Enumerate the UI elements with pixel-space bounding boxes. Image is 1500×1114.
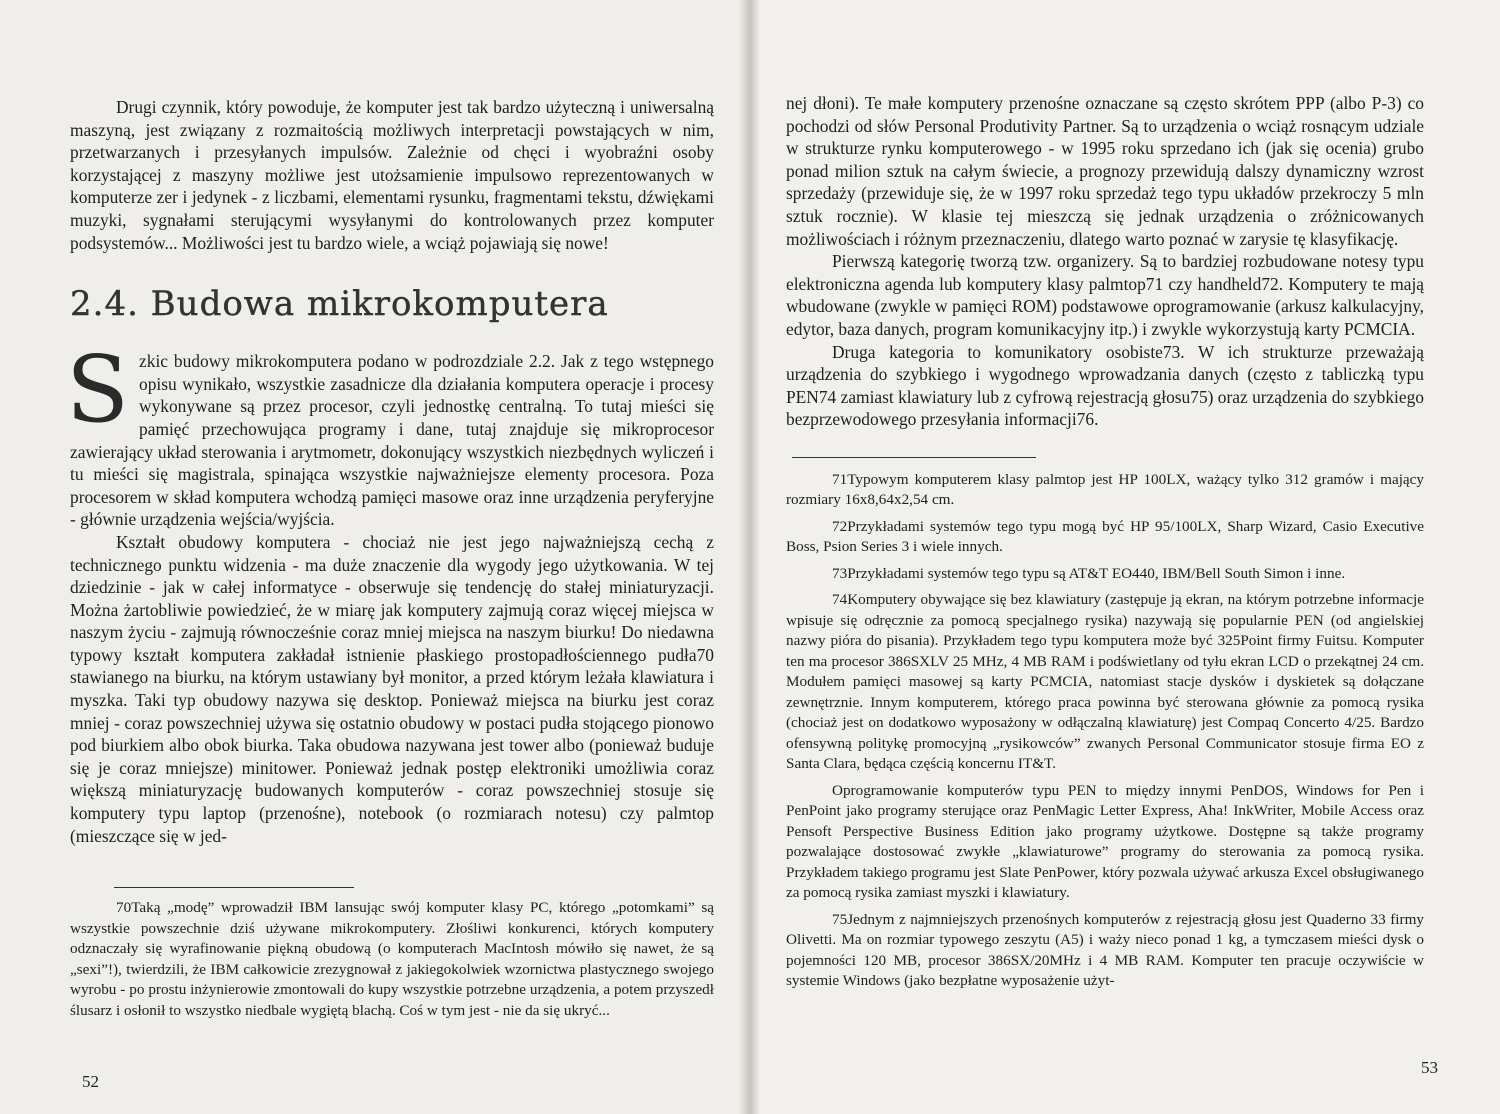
- page-left: [0, 0, 748, 1114]
- footnote-divider: [792, 457, 1036, 458]
- left-paragraph-2: [66, 336, 714, 531]
- drop-cap: S: [66, 336, 130, 444]
- footnote-72: 72Przykładami systemów tego typu mogą być HP 95/100LX, Sharp Wizard, Casio Executive Boss, Psion Series 3 i wiele innych.: [786, 517, 1424, 556]
- page-number-left: 52: [82, 1072, 99, 1091]
- footnote-73: 73Przykładami systemów tego typu są AT&T EO440, IBM/Bell South Simon i inne.: [832, 564, 1346, 582]
- right-paragraph-1: nej dłoni). Te małe komputery przenośne oznaczane są często skrótem PPP (albo P-3) co pochodzi od słów Personal Produtivity Partner. Są to urządzenia o wciąż rosnącym udziale w strukturze rynku komputerowego - w 1995 roku sprzedano ich (jak się ocenia) grubo ponad milion sztuk na całym świecie, a prognozy przewidują dalszy dynamiczny wzrost sprzedaży (przewiduje się, że w 1997 roku sprzedaż tego typu układów przekroczy 5 mln sztuk rocznie). W klasie tej mieszczą się jednak urządzenia o zróżnicowanych możliwościach i różnym przeznaczeniu, dlatego warto poznać w zarysie tę klasyfikację.: [786, 93, 1424, 249]
- footnote-70: 70Taką „modę” wprowadził IBM lansując swój komputer klasy PC, którego „potomkami” są wszystkie powszechnie dziś używane mikrokomputery. Złośliwi konkurenci, których komputery odznaczały się wyrafinowanie piękną obudową (o komputerach MacIntosh mówiło się nawet, że są „sexi”!), twierdzili, że IBM całkowicie zrezygnował z jakiegokolwiek wzornictwa plastycznego swojego wyrobu - po prostu inżynierowie zmontowali do kupy wszystkie potrzebne urządzenia, a potem przyszedł ślusarz i osłonił to wszystko niedbale wygiętą blachą. Coś w tym jest - nie da się ukryć...: [70, 899, 714, 1019]
- left-paragraph-1: Drugi czynnik, który powoduje, że komputer jest tak bardzo użyteczną i uniwersalną maszyną, jest związany z rozmaitością możliwych interpretacji powstających w nim, przetwarzanych i przesyłanych impulsów. Zależnie od chęci i wyobraźni osoby korzystającej z maszyny możliwe jest utożsamienie impulsowo reprezentowanych w komputerze zer i jedynek - z liczbami, elementami rysunku, fragmentami tekstu, dźwiękami muzyki, sygnałami sterującymi wysyłanymi do kontrolowanych przez komputer podsystemów... Możliwości jest tu bardzo wiele, a wciąż pojawiają się nowe!: [70, 97, 714, 253]
- section-heading: 2.4. Budowa mikrokomputera: [70, 284, 609, 325]
- left-paragraph-2-text: zkic budowy mikrokomputera podano w podrozdziale 2.2. Jak z tego wstępnego opisu wynikało, wszystkie zasadnicze dla działania komputera operacje i procesy wykonywane są przez procesor, czyli jednostkę centralną. To tutaj mieści się pamięć przechowująca programy i dane, tutaj znajduje się mikroprocesor zawierający układ sterowania i arytmometr, dokonujący wszystkich niezbędnych wyliczeń i tu mieści się magistrala, spinająca wszystkie najważniejsze elementy procesora. Poza procesorem w skład komputera wchodzą pamięci masowe oraz inne urządzenia peryferyjne - głównie urządzenia wejścia/wyjścia.: [70, 351, 714, 530]
- book-gutter: [738, 0, 760, 1114]
- footnote-74: 74Komputery obywające się bez klawiatury (zastępuje ją ekran, na którym potrzebne informacje wpisuje się odręcznie za pomocą specjalnego rysika) nazywają się popularnie PEN (od angielskiej nazwy pióra do pisania). Przykładem tego typu komputera może być 325Point firmy Fuitsu. Komputer ten ma procesor 386SXLV 25 MHz, 4 MB RAM i podświetlany od tyłu ekran LCD o przekątnej 24 cm. Modułem pamięci masowej są karty PCMCIA, natomiast stacje dysków i dyskietek są dołączane zewnętrznie. Innym komputerem, którego praca powinna być sterowana głównie za pomocą rysika (chociaż jest on dodatkowo wyposażony w odłączalną klawiaturę) jest Compaq Concerto 4/25. Bardzo ofensywną politykę promocyjną „rysikowców” zwanych Personal Communicator stosuje firma EO z Santa Clara, będąca częścią koncernu IT&T.: [786, 591, 1424, 773]
- footnote-divider: [114, 887, 354, 888]
- right-paragraph-3: Druga kategoria to komunikatory osobiste73. W ich strukturze przeważają urządzenia do szybkiego i wygodnego wprowadzania danych (często z tabliczką typu PEN74 zamiast klawiatury lub z cyfrową rejestracją głosu75) oraz urządzenia do szybkiego bezprzewodowego przesyłania informacji76.: [786, 341, 1424, 430]
- footnote-75: 75Jednym z najmniejszych przenośnych komputerów z rejestracją głosu jest Quaderno 33 firmy Olivetti. Ma on rozmiar typowego zeszytu (A5) i waży nieco ponad 1 kg, a tymczasem mieści dysk o pojemności 120 MB, procesor 386SX/20MHz i 4 MB RAM. Komputer ten pracuje oczywiście w systemie Windows (jako bezpłatne wyposażenie użyt-: [786, 910, 1424, 990]
- left-paragraph-3: Kształt obudowy komputera - chociaż nie jest jego najważniejszą cechą z technicznego punktu widzenia - ma duże znaczenie dla wygody jego użytkowania. W tej dziedzinie - jak w całej informatyce - obserwuje się tendencję do stałej miniaturyzacji. Można żartobliwie powiedzieć, że w miarę jak komputery zajmują coraz więcej miejsca w naszym życiu - zajmują równocześnie coraz mniej miejsca na naszym biurku! Do niedawna typowy kształt komputera zakładał istnienie płaskiego prostopadłościennego pudła70 stawianego na biurku, na którym ustawiany był monitor, a przed którym leżała klawiatura i myszka. Taki typ obudowy nazywa się desktop. Ponieważ miejsca na biurku jest coraz mniej - coraz powszechniej używa się ostatnio obudowy w postaci pudła stojącego pionowo pod biurkiem albo obok biurka. Taka obudowa nazywana jest tower albo (ponieważ buduje się je coraz mniejsze) minitower. Ponieważ jednak postęp elektroniki umożliwia coraz większą miniaturyzację budowanych komputerów - coraz powszechniej stosuje się komputery typu laptop (przenośne), notebook (o rozmiarach notesu) czy palmtop (mieszczące się w jed-: [70, 531, 714, 846]
- page-number-right: 53: [1421, 1058, 1438, 1077]
- page-right: [748, 0, 1500, 1114]
- right-paragraph-2: Pierwszą kategorię tworzą tzw. organizery. Są to bardziej rozbudowane notesy typu elektroniczna agenda lub komputery klasy palmtop71 czy handheld72. Komputery te mają wbudowane (zwykle w pamięci ROM) podstawowe oprogramowanie (arkusz kalkulacyjny, edytor, baza danych, program komunikacyjny itp.) i zwykle wykorzystują karty PCMCIA.: [786, 251, 1424, 339]
- footnote-74-continued: Oprogramowanie komputerów typu PEN to między innymi PenDOS, Windows for Pen i PenPoint jako programy sterujące oraz PenMagic Letter Express, Aha! InkWriter, Mobile Access oraz Pensoft Perspective Business Edition jako programy użytkowe. Dostępne są także programy pozwalające dostosować zwykłe „klawiaturowe” programy do sterowania za pomocą rysika. Przykładem takiego programu jest Slate PenPower, który pozwala używać arkusza Excel obsługiwanego za pomocą rysika zamiast myszki i klawiatury.: [786, 781, 1424, 902]
- footnote-71: 71Typowym komputerem klasy palmtop jest HP 100LX, ważący tylko 312 gramów i mający rozmiary 16x8,64x2,54 cm.: [786, 470, 1424, 509]
